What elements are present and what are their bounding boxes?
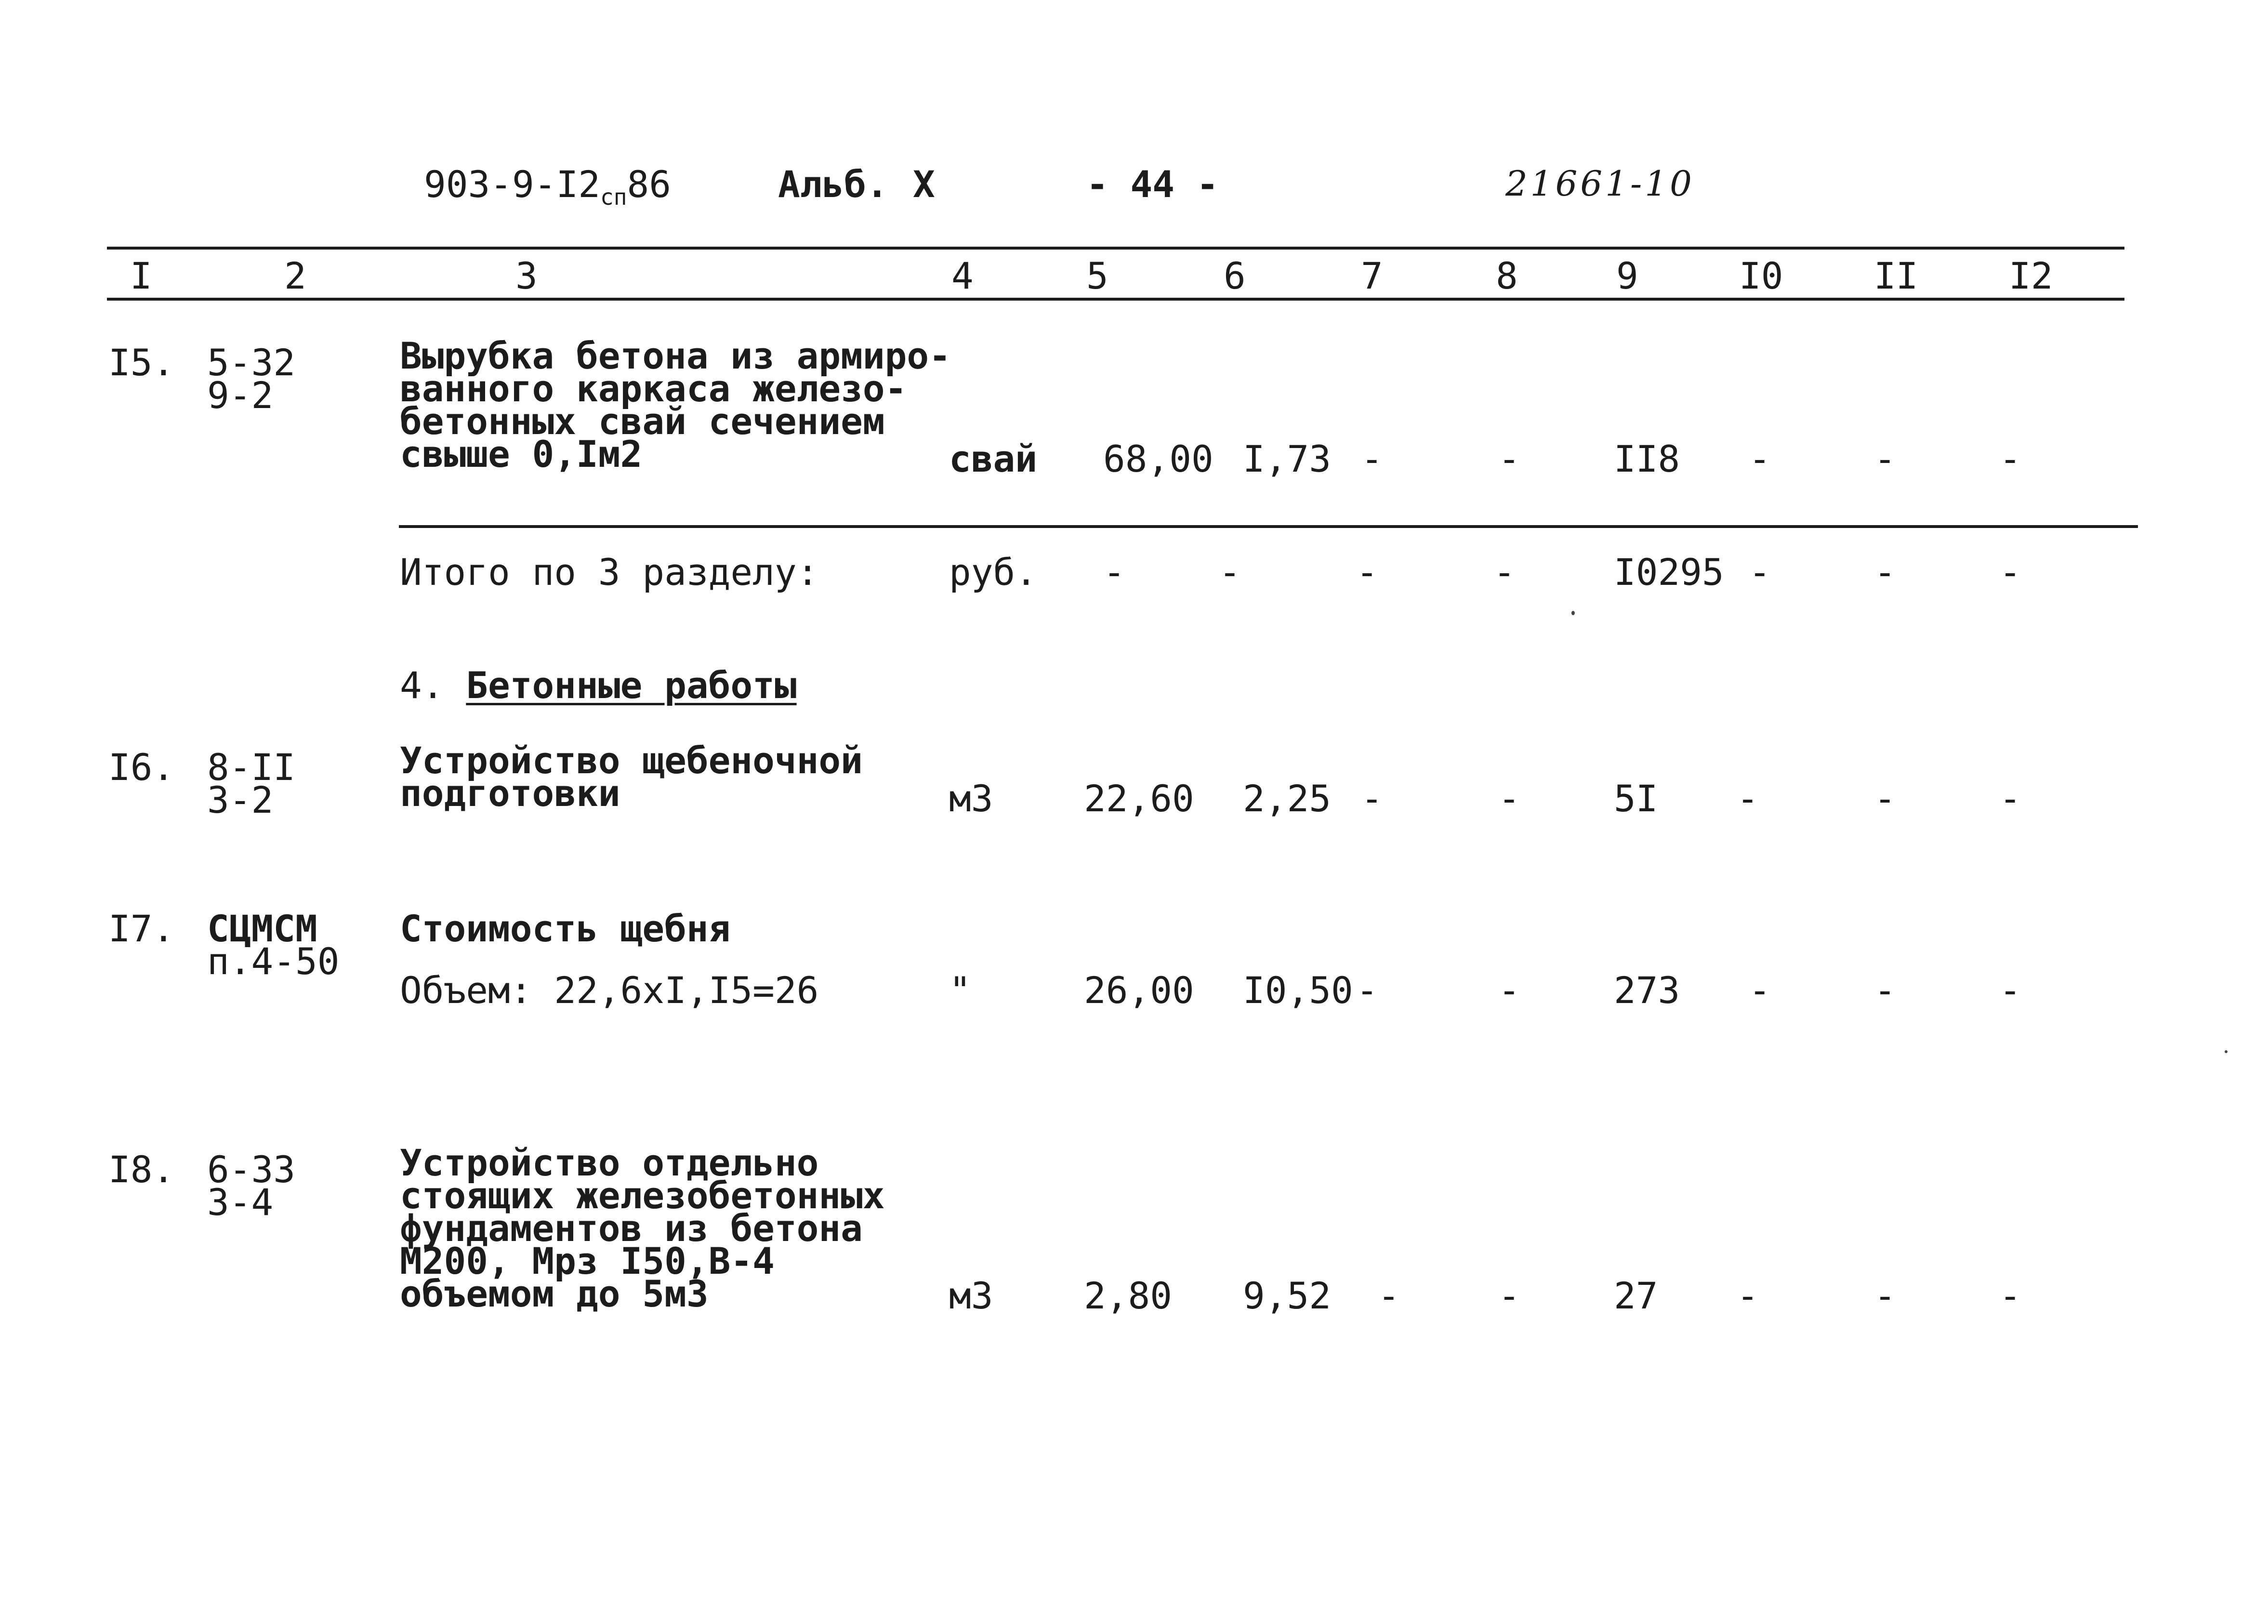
cell-dash: - <box>1361 777 1383 820</box>
scan-speck <box>1571 611 1575 615</box>
work-description: Устройство щебеночной подготовки <box>400 739 863 815</box>
column-header: 7 <box>1361 254 1383 297</box>
cell-dash: - <box>1219 551 1241 594</box>
cell-dash: - <box>1737 777 1759 820</box>
quantity: 22,60 <box>1084 777 1194 820</box>
page-number: - 44 - <box>1086 163 1219 206</box>
total-cost: II8 <box>1614 437 1680 480</box>
cell-dash: - <box>1874 777 1896 820</box>
section-heading <box>400 664 797 707</box>
work-description: Устройство отдельно стоящих железобетонных фундаментов из бетона М200, Мрз I50,В-4 объемом до 5м3 <box>400 1141 885 1315</box>
column-header: 4 <box>951 254 974 297</box>
cell-dash: - <box>1737 1274 1759 1317</box>
norm-code: СЦМСМ <box>207 907 317 950</box>
cell-dash: - <box>1999 437 2021 480</box>
norm-code: 3-4 <box>207 1181 274 1224</box>
cell-dash: - <box>1999 777 2021 820</box>
norm-code: п.4-50 <box>207 940 340 983</box>
section-title: Бетонные работы <box>466 664 797 707</box>
total-cost: 27 <box>1614 1274 1658 1317</box>
cell-dash: - <box>1999 1274 2021 1317</box>
norm-code: 5-32 <box>207 341 296 384</box>
column-header: 8 <box>1496 254 1518 297</box>
row-number: I7. <box>108 907 175 950</box>
column-header: 2 <box>284 254 306 297</box>
column-header: II <box>1874 254 1918 297</box>
row-number: I8. <box>108 1148 175 1191</box>
cell-dash: - <box>1749 551 1771 594</box>
unit: свай <box>949 437 1038 480</box>
header-bottom-rule <box>107 298 2124 301</box>
unit-price: 9,52 <box>1243 1274 1332 1317</box>
column-header: I2 <box>2009 254 2053 297</box>
volume-calculation: Объем: 22,6хI,I5=26 <box>400 969 819 1012</box>
unit: м3 <box>949 1274 993 1317</box>
column-header: I0 <box>1739 254 1783 297</box>
row-number: I5. <box>108 341 175 384</box>
work-description: Вырубка бетона из армиро- ванного каркаса железо- бетонных свай сечением свыше 0,Iм2 <box>400 334 951 475</box>
total-cost: I0295 <box>1614 551 1724 594</box>
row-number: I6. <box>108 746 175 789</box>
cell-dash: - <box>1999 969 2021 1012</box>
quantity: 2,80 <box>1084 1274 1173 1317</box>
total-cost: 273 <box>1614 969 1680 1012</box>
work-description: Стоимость щебня <box>400 907 731 950</box>
scan-speck <box>2225 1050 2228 1053</box>
total-cost: 5I <box>1614 777 1658 820</box>
cell-dash: - <box>1356 969 1378 1012</box>
cell-dash: - <box>1378 1274 1400 1317</box>
cell-dash: - <box>1874 1274 1896 1317</box>
cell-dash: - <box>1498 969 1520 1012</box>
norm-code: 9-2 <box>207 374 274 417</box>
cell-dash: - <box>1749 969 1771 1012</box>
cell-dash: - <box>1493 551 1516 594</box>
cell-dash: - <box>1498 1274 1520 1317</box>
unit-price: 2,25 <box>1243 777 1332 820</box>
unit: " <box>949 969 971 1012</box>
cell-dash: - <box>1498 437 1520 480</box>
cell-dash: - <box>1749 437 1771 480</box>
unit-price: I,73 <box>1243 437 1332 480</box>
section-divider-rule <box>399 525 2138 528</box>
cell-dash: - <box>1361 437 1383 480</box>
cell-dash: - <box>1999 551 2021 594</box>
doc-code: $903-9-I2_{сп}86$ <box>424 163 671 211</box>
quantity: 26,00 <box>1084 969 1194 1012</box>
cell-dash: - <box>1103 551 1125 594</box>
unit: м3 <box>949 777 993 820</box>
norm-code: 8-II <box>207 746 296 789</box>
column-header: 9 <box>1616 254 1638 297</box>
quantity: 68,00 <box>1103 437 1213 480</box>
cell-dash: - <box>1498 777 1520 820</box>
norm-code: 3-2 <box>207 779 274 821</box>
unit-price: I0,50 <box>1243 969 1353 1012</box>
handwritten-number: 21661-10 <box>1505 163 1695 204</box>
column-header: 6 <box>1224 254 1246 297</box>
section-number: 4. <box>400 664 444 707</box>
column-header: 3 <box>515 254 538 297</box>
cell-dash: - <box>1874 551 1896 594</box>
cell-dash: - <box>1874 969 1896 1012</box>
column-header: I <box>130 254 152 297</box>
album-number: X <box>913 163 935 206</box>
norm-code: 6-33 <box>207 1148 296 1191</box>
header-top-rule <box>107 247 2124 250</box>
cell-dash: - <box>1874 437 1896 480</box>
unit: руб. <box>949 551 1038 594</box>
total-label: Итого по 3 разделу: <box>400 551 819 594</box>
album-label: Альб. <box>778 163 888 206</box>
column-header: 5 <box>1086 254 1108 297</box>
cell-dash: - <box>1356 551 1378 594</box>
doc-code-sub: сп <box>600 184 627 211</box>
